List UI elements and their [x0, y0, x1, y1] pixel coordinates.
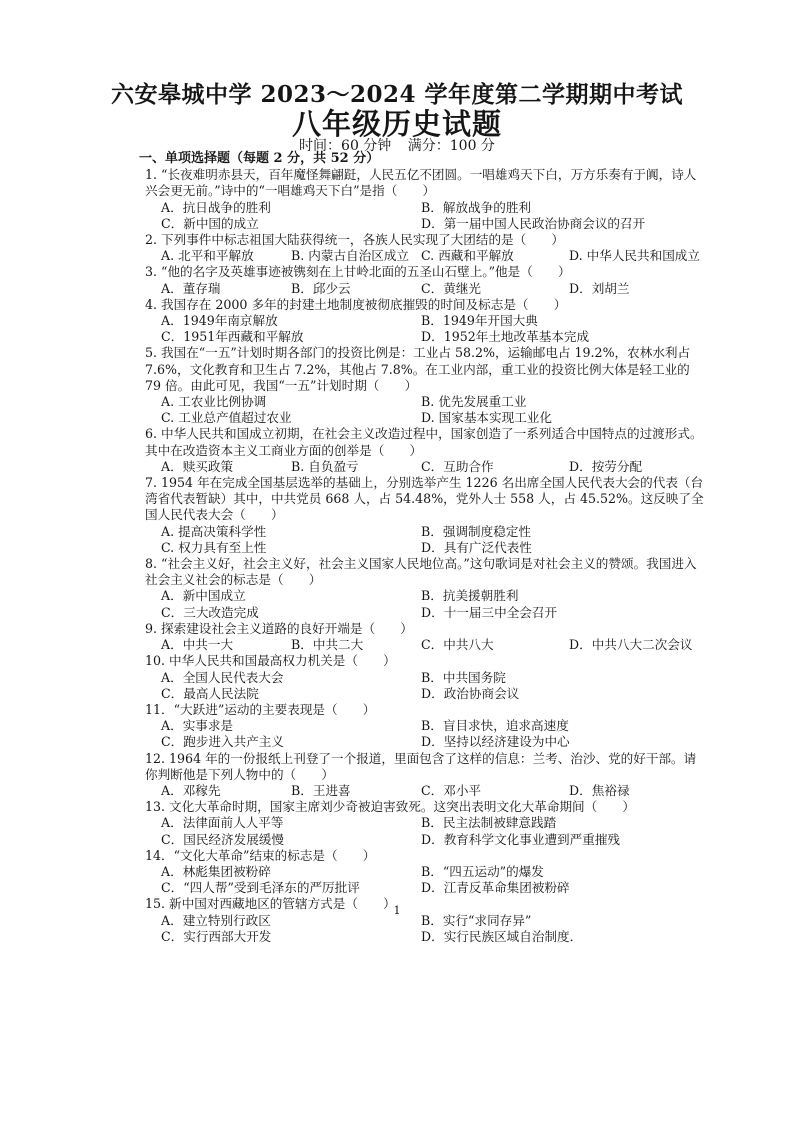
question-text: 5. 我国在“一五”计划时期各部门的投资比例是：工业占 58.2%，运输邮电占 19.2%，农林水利占 7.6%，文化教育和卫生占 7.2%，其他占 7.8%。在工业内部，重工业的投资比例大体是轻工业的 79 倍。由此可见，我国“一五”计划时期（ ） [145, 345, 691, 393]
option-list [145, 524, 705, 556]
option-list [145, 815, 705, 847]
question-text: 10. 中华人民共和国最高权力机关是（ ） [145, 653, 396, 669]
option-C: C．实行西部大开发 [161, 928, 272, 944]
option-A: A．抗日战争的胜利 [161, 199, 271, 215]
option-D: D．教育科学文化事业遭到严重摧残 [421, 831, 621, 847]
option-B: B．实行“求同存异” [421, 912, 532, 928]
question-7 [145, 475, 705, 556]
exam-subtitle: 八年级历史试题 [291, 107, 502, 141]
option-D: D. 中华人民共和国成立 [569, 248, 700, 264]
option-A: A．邓稼先 [161, 782, 221, 798]
option-list [145, 313, 705, 345]
option-C: C．互助合作 [421, 458, 494, 474]
question-4 [145, 297, 705, 346]
option-B: B．解放战争的胜利 [421, 199, 532, 215]
question-text: 4. 我国存在 2000 多年的封建土地制度被彻底摧毁的时间及标志是（ ） [145, 296, 567, 312]
exam-score: 满分：100 分 [407, 138, 495, 154]
option-A: A．中共一大 [161, 637, 234, 653]
option-A: A．林彪集团被粉碎 [161, 863, 271, 879]
option-C: C．“四人帮”受到毛泽东的严厉批评 [161, 880, 360, 896]
option-C: C．三大改造完成 [161, 604, 259, 620]
option-list [145, 394, 705, 426]
question-2 [145, 232, 705, 264]
question-list [139, 151, 705, 945]
option-B: B．中共国务院 [421, 669, 506, 685]
question-text: 2. 下列事件中标志祖国大陆获得统一，各族人民实现了大团结的是（ ） [145, 232, 565, 248]
option-C: C．国民经济发展缓慢 [161, 831, 284, 847]
question-10 [145, 653, 705, 702]
option-D: D．1952年土地改革基本完成 [421, 329, 590, 345]
option-B: B．邱少云 [291, 280, 351, 296]
option-D: D．江青反革命集团被粉碎 [421, 880, 570, 896]
option-list [145, 248, 705, 264]
question-13 [145, 799, 705, 848]
option-A: A．1949年南京解放 [161, 313, 278, 329]
question-text: 7. 1954 年在完成全国基层选举的基础上，分别选举产生 1226 名出席全国人民代表大会的代表（台湾省代表暂缺）其中，中共党员 668 人，占 54.48%，党外人士 558 人，占 45.52%。这反映了全国人民代表大会（ ） [145, 475, 704, 523]
option-B: B. 优先发展重工业 [421, 394, 527, 410]
option-A: A．全国人民代表大会 [161, 669, 284, 685]
question-3 [145, 264, 705, 296]
option-D: D．按劳分配 [569, 458, 643, 474]
question-text: 13. 文化大革命时期，国家主席刘少奇被迫害致死。这突出表明文化大革命期间（ ） [145, 799, 636, 815]
option-C: C. 西藏和平解放 [421, 248, 514, 264]
exam-title: 六安皋城中学 2023～2024 学年度第二学期期中考试 [110, 81, 684, 108]
option-D: D．第一届中国人民政治协商会议的召开 [421, 215, 646, 231]
question-text: 6. 中华人民共和国成立初期，在社会主义改造过程中，国家创造了一系列适合中国特点的过渡形式。其中在改造资本主义工商业方面的创举是（ ） [145, 426, 703, 458]
option-B: B．强调制度稳定性 [421, 523, 532, 539]
option-list [145, 637, 705, 653]
option-list [145, 783, 705, 799]
option-list [145, 588, 705, 620]
question-text: 11．“大跃进”运动的主要表现是（ ） [145, 701, 376, 717]
option-B: B．盲目求快，追求高速度 [421, 718, 569, 734]
question-12 [145, 751, 705, 800]
option-A: A．董存瑞 [161, 280, 221, 296]
option-C: C．中共八大 [421, 637, 494, 653]
option-C: C．黄继光 [421, 280, 482, 296]
option-B: B. 自负盈亏 [291, 458, 359, 474]
question-text: 12. 1964 年的一份报纸上刊登了一个报道，里面包含了这样的信息：兰考、治沙、党的好干部。请你判断他是下列人物中的（ ） [145, 750, 697, 782]
question-14 [145, 848, 705, 897]
option-list [145, 913, 705, 945]
option-list [145, 281, 705, 297]
question-text: 14．“文化大革命”结束的标志是（ ） [145, 847, 376, 863]
option-list [145, 718, 705, 750]
question-text: 3. “他的名字及英雄事迹被镌刻在上甘岭北面的五圣山石壁上。”他是（ ） [145, 264, 571, 280]
option-A: A. 工农业比例协调 [161, 394, 267, 410]
option-A: A．新中国成立 [161, 588, 246, 604]
option-D: D．十一届三中全会召开 [421, 604, 558, 620]
option-B: B．中共二大 [291, 637, 364, 653]
option-B: B．抗美援朝胜利 [421, 588, 519, 604]
section-heading: 一、单项选择题（每题 2 分，共 52 分） [139, 151, 380, 166]
option-B: B．“四五运动”的爆发 [421, 863, 544, 879]
option-C: C. 权力具有至上性 [161, 539, 267, 555]
question-11 [145, 702, 705, 751]
option-B: B．王进喜 [291, 782, 351, 798]
option-C: C．新中国的成立 [161, 215, 259, 231]
option-D: D．坚持以经济建设为中心 [421, 734, 570, 750]
option-A: A．实事求是 [161, 718, 234, 734]
question-text: 9. 探索建设社会主义道路的良好开端是（ ） [145, 620, 413, 636]
option-C: C．跑步进入共产主义 [161, 734, 284, 750]
questions-container [145, 167, 705, 945]
question-1 [145, 167, 705, 232]
option-C: C．最高人民法院 [161, 685, 259, 701]
question-text: 15. 新中国对西藏地区的管辖方式是（ ） [145, 896, 396, 912]
option-list [145, 670, 705, 702]
option-A: A. 北平和平解放 [161, 248, 254, 264]
option-B: B．民主法制被肆意践踏 [421, 815, 557, 831]
exam-time: 时间：60 分钟 [299, 138, 392, 154]
question-5 [145, 345, 705, 426]
question-text: 1. “长夜难明赤县天，百年魔怪舞翩跹，人民五亿不团圆。一唱雄鸡天下白，万方乐奏有于阗，诗人兴会更无前。”诗中的“一唱雄鸡天下白”是指（ ） [145, 167, 697, 199]
option-C: C. 工业总产值超过农业 [161, 410, 292, 426]
option-D: D．刘胡兰 [569, 280, 630, 296]
question-9 [145, 621, 705, 653]
option-D: D．实行民族区域自治制度． [421, 928, 583, 944]
option-list [145, 459, 705, 475]
option-A: A．赎买政策 [161, 458, 234, 474]
question-6 [145, 426, 705, 475]
option-D: D．具有广泛代表性 [421, 539, 532, 555]
option-A: A．法律面前人人平等 [161, 815, 284, 831]
option-B: B．1949年开国大典 [421, 313, 538, 329]
option-list [145, 864, 705, 896]
option-C: C．1951年西藏和平解放 [161, 329, 304, 345]
option-D: D．中共八大二次会议 [569, 637, 693, 653]
option-B: B. 内蒙古自治区成立 [291, 248, 410, 264]
option-list [145, 200, 705, 232]
question-text: 8. “社会主义好，社会主义好，社会主义国家人民地位高。”这句歌词是对社会主义的赞颂。我国进入社会主义社会的标志是（ ） [145, 556, 697, 588]
option-A: A. 提高决策科学性 [161, 523, 267, 539]
question-8 [145, 556, 705, 621]
option-A: A．建立特别行政区 [161, 912, 271, 928]
option-D: D．政治协商会议 [421, 685, 520, 701]
page-number: 1 [393, 904, 401, 917]
option-D: D. 国家基本实现工业化 [421, 410, 552, 426]
option-D: D．焦裕禄 [569, 782, 630, 798]
option-C: C．邓小平 [421, 782, 482, 798]
